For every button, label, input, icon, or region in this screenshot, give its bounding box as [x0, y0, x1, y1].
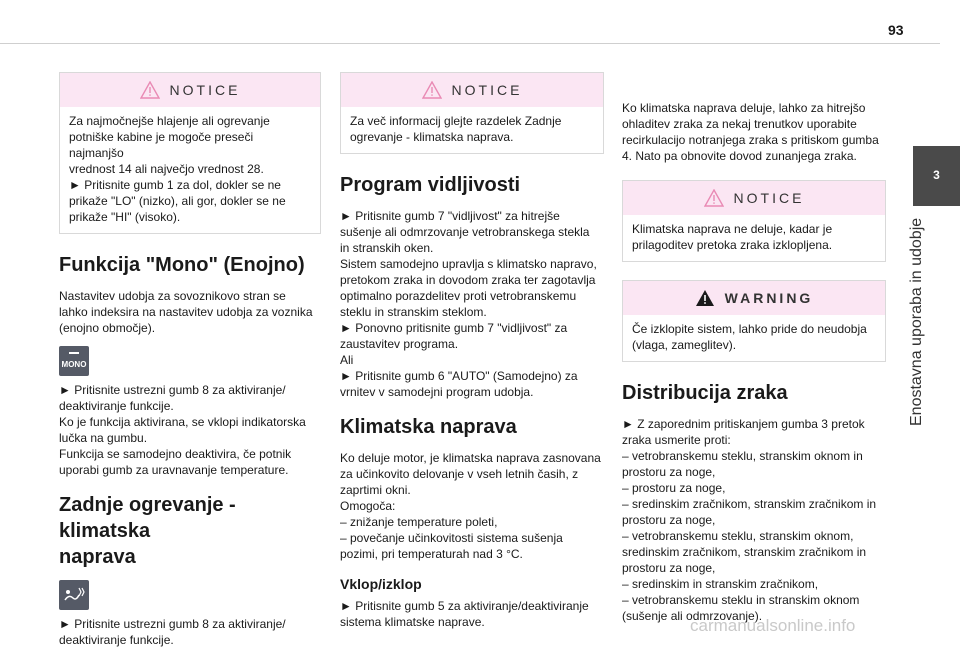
- notice-box: [622, 180, 886, 262]
- notice-body: Za več informacij glejte razdelek Zadnje ogrevanje - klimatska naprava.: [350, 114, 562, 144]
- page-number: 93: [888, 22, 904, 38]
- warning-body: Če izklopite sistem, lahko pride do neudobja (vlaga, zameglitev).: [632, 322, 867, 352]
- notice-body: Klimatska naprava ne deluje, kadar je prilagoditev pretoka zraka izklopljena.: [632, 222, 833, 252]
- recirculation-text: Ko klimatska naprava deluje, lahko za hitrejšo ohladitev zraka za nekaj trenutkov uporabite recirkulacijo notranjega zraka s pritiskom gumba 4. Nato pa obnovite dovod zunanjega zraka.: [622, 101, 879, 163]
- mono-intro: Nastavitev udobja za sovoznikovo stran se lahko indeksira na nastavitev udobja za voznika (enojno območje).: [59, 289, 313, 335]
- subsection-title-onoff: Vklop/izklop: [340, 576, 422, 592]
- visibility-text: ► Pritisnite gumb 7 "vidljivost" za hitrejše sušenje ali odmrzovanje vetrobranskega stekla in stranskih oken. Sistem samodejno upravlja s klimatsko napravo, pretokom zraka in dovodom zraka ter zagotavlja optimalno porazdelitev proti vetrobranskemu steklu in stranskim steklom. ► Ponovno pritisnite gumb 7 "vidljivost" za zaustavitev programa. Ali ► Pritisnite gumb 6 "AUTO" (Samodejno) za vrnitev v samodejni program udobja.: [340, 209, 597, 399]
- notice-header: NOTICE: [60, 73, 320, 107]
- warning-box: [622, 280, 886, 362]
- section-title-visibility: Program vidljivosti: [340, 174, 521, 196]
- caution-triangle-icon: [704, 189, 724, 207]
- header-divider: [0, 43, 940, 44]
- chapter-title: Enostavna uporaba in udobje: [908, 217, 925, 426]
- warning-header: WARNING: [623, 281, 885, 315]
- notice-box: [59, 72, 321, 234]
- watermark: carmanualsonline.info: [690, 616, 856, 635]
- notice-body: Za najmočnejše hlajenje ali ogrevanje potniške kabine je mogoče preseči najmanjšo vrednost 14 ali največjo vrednost 28. ► Pritisnite gumb 1 za dol, dokler se ne prikaže "LO" (nizko), ali gor, dokler se ne prikaže "HI" (visoko).: [69, 114, 286, 224]
- rear-text: ► Pritisnite ustrezni gumb 8 za aktiviranje/ deaktiviranje funkcije.: [59, 617, 286, 647]
- distribution-text: ► Z zaporednim pritiskanjem gumba 3 pretok zraka usmerite proti: – vetrobranskemu steklu, stranskim oknom in prostoru za noge, – prostoru za noge, – sredinskim zračnikom, stranskim zračnikom in prostoru za noge, – vetrobranskemu steklu, stranskim oknom, sredinskim zračnikom, stranskim zračnikom in prostoru za noge, – sredinskim in stranskim zračnikom, – vetrobranskemu steklu in stranskim oknom (sušenje ali odmrzovanje).: [622, 417, 877, 623]
- section-title-mono: Funkcija "Mono" (Enojno): [59, 254, 305, 276]
- mono-button-icon: MONO: [59, 346, 89, 376]
- chapter-tab[interactable]: [913, 146, 960, 206]
- caution-triangle-icon: [422, 81, 442, 99]
- notice-box: [340, 72, 604, 154]
- notice-header: NOTICE: [623, 181, 885, 215]
- rear-climate-button-icon: [59, 580, 89, 610]
- caution-triangle-icon: [140, 81, 160, 99]
- section-title-rear: Zadnje ogrevanje - klimatska naprava: [59, 494, 236, 568]
- section-title-distribution: Distribucija zraka: [622, 382, 788, 404]
- ac-text: Ko deluje motor, je klimatska naprava zasnovana za učinkovito delovanje v vseh letnih časih, z zaprtimi okni. Omogoča: – znižanje temperature poleti, – povečanje učinkovitosti sistema sušenja pozimi, pri temperaturah nad 3 °C.: [340, 451, 601, 561]
- notice-header: NOTICE: [341, 73, 603, 107]
- column-1: [59, 72, 321, 658]
- column-2: [340, 72, 604, 640]
- warning-triangle-icon: [695, 289, 715, 307]
- chapter-number: 3: [933, 168, 940, 182]
- column-3: [622, 100, 886, 634]
- section-title-ac: Klimatska naprava: [340, 416, 517, 438]
- mono-text: ► Pritisnite ustrezni gumb 8 za aktiviranje/ deaktiviranje funkcije. Ko je funkcija aktivirana, se vklopi indikatorska lučka na gumbu. Funkcija se samodejno deaktivira, če potnik uporabi gumb za uravnavanje temperature.: [59, 383, 306, 477]
- onoff-text: ► Pritisnite gumb 5 za aktiviranje/deaktiviranje sistema klimatske naprave.: [340, 599, 589, 629]
